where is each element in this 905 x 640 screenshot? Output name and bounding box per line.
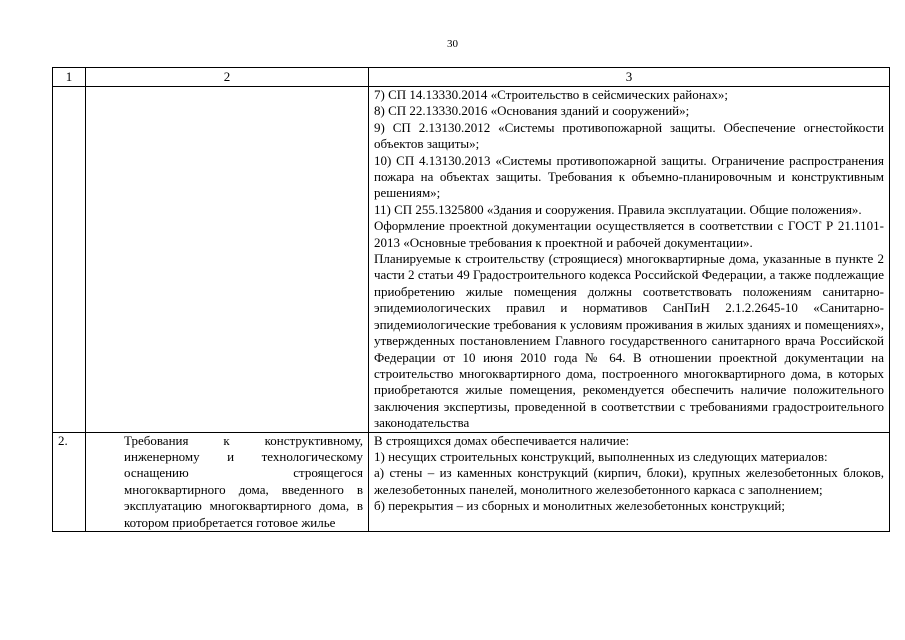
row-requirement: Требования к конструктивному, инженерному и технологическому оснащению строящегося многоквартирного дома, введенного в эксплуатацию многоквартирного дома, в котором приобретается готовое жилье	[86, 432, 369, 531]
header-col-3: 3	[369, 68, 890, 87]
page-number: 30	[447, 38, 458, 50]
content-paragraph: 1) несущих строительных конструкций, выполненных из следующих материалов:	[374, 448, 828, 464]
content-paragraph: 11) СП 255.1325800 «Здания и сооружения. Правила эксплуатации. Общие положения».	[374, 201, 862, 217]
content-paragraph: Планируемые к строительству (строящиеся) многоквартирные дома, указанные в пункте 2 части 2 статьи 49 Градостроительного кодекса Российской Федерации, а также подлежащие приобретению жилые помещения должны соответствовать положениям санитарно-эпидемиологических правил и нормативов СанПиН 2.1.2.2645-10 «Санитарно-эпидемиологические требования к условиям проживания в жилых зданиях и помещениях», утвержденных постановлением Главного государственного санитарного врача Российской Федерации от 10 июня 2010 года № 64. В отношении проектной документации на строительство многоквартирного дома, построенного многоквартирного дома, в которых приобретаются жилые помещения, рекомендуется обеспечить наличие положительного заключения экспертизы, проведенной в соответствии с требованиями градостроительного законодательства	[374, 251, 884, 431]
header-col-2: 2	[86, 68, 369, 87]
row-number	[53, 87, 86, 433]
content-paragraph: б) перекрытия – из сборных и монолитных железобетонных конструкций;	[374, 498, 785, 514]
row-requirement	[86, 87, 369, 433]
table-header-row	[53, 68, 890, 87]
content-paragraph: 7) СП 14.13330.2014 «Строительство в сейсмических районах»;	[374, 87, 729, 102]
content-paragraph: 9) СП 2.13130.2012 «Системы противопожарной защиты. Обеспечение огнестойкости объектов защиты»;	[374, 119, 884, 152]
row-content	[369, 432, 890, 531]
content-paragraph: Оформление проектной документации осуществляется в соответствии с ГОСТ Р 21.1101-2013 «Основные требования к проектной и рабочей документации».	[374, 218, 884, 250]
content-paragraph: 10) СП 4.13130.2013 «Системы противопожарной защиты. Ограничение распространения пожара на объектах защиты. Требования к объемно-планировочным и конструктивным решениям»;	[374, 152, 884, 201]
header-col-1: 1	[53, 68, 86, 87]
table-row	[53, 432, 890, 531]
requirements-table	[52, 67, 890, 532]
row-content	[369, 87, 890, 433]
table-row	[53, 87, 890, 433]
content-paragraph: а) стены – из каменных конструкций (кирпич, блоки), крупных железобетонных блоков, железобетонных панелей, монолитного железобетонного каркаса с заполнением;	[374, 465, 884, 497]
content-paragraph: В строящихся домах обеспечивается наличие:	[374, 432, 630, 448]
row-number: 2.	[53, 432, 86, 531]
content-paragraph: 8) СП 22.13330.2016 «Основания зданий и сооружений»;	[374, 103, 690, 119]
